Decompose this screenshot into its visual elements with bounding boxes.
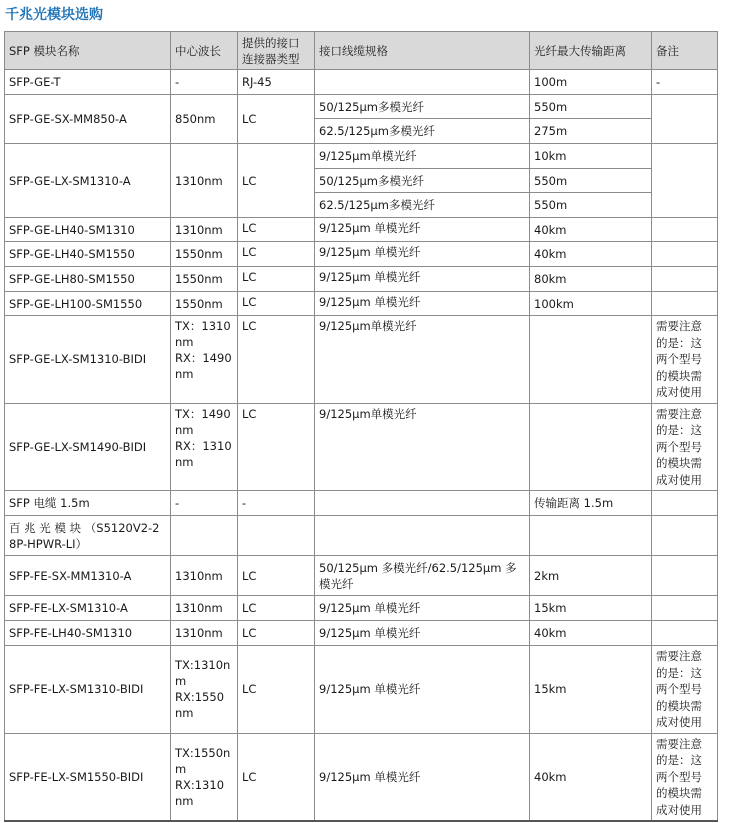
table-row [5,144,718,169]
table-row [5,242,718,267]
cell-name: SFP-FE-LX-SM1550-BIDI [5,733,171,821]
table-header-row [5,32,718,70]
cell-cable: 9/125μm 单模光纤 [315,596,530,621]
cell-note: 需要注意的是：这两个型号的模块需成对使用 [652,403,718,491]
cell-cable: 9/125μm 单模光纤 [315,218,530,242]
cell-conn: LC [238,733,315,821]
cell-dist: 2km [530,556,652,596]
cell-cable: 62.5/125μm多模光纤 [315,193,530,218]
wave-tx: TX：1490 nm [175,406,231,437]
wave-rx: RX:1550 nm [175,690,225,721]
wave-rx: RX：1490 nm [175,351,232,381]
cell-note: 需要注意的是：这两个型号的模块需成对使用 [652,733,718,821]
cell-name: SFP 电缆 1.5m [5,491,171,516]
cell-cable: 9/125μm 单模光纤 [315,733,530,821]
cell-conn: LC [238,95,315,144]
cell-cable: 50/125μm多模光纤 [315,95,530,119]
cell-cable: 50/125μm 多模光纤/62.5/125μm 多模光纤 [315,556,530,596]
cell-wave: 1550nm [171,292,238,316]
cell-cable [315,491,530,516]
cell-note [652,491,718,516]
cell-wave [171,516,238,556]
cell-dist: 40km [530,218,652,242]
cell-cable: 9/125μm单模光纤 [315,403,530,491]
cell-note [652,292,718,316]
cell-dist: 15km [530,596,652,621]
table-row [5,516,718,556]
cell-conn [238,516,315,556]
table-row [5,218,718,242]
table-row [5,403,718,491]
cell-cable: 50/125μm多模光纤 [315,169,530,193]
cell-name: SFP-FE-LX-SM1310-A [5,596,171,621]
header-note: 备注 [652,32,718,70]
cell-conn: RJ-45 [238,70,315,95]
cell-wave: 1550nm [171,242,238,267]
cell-dist: 10km [530,144,652,169]
cell-cable [315,70,530,95]
table-row [5,267,718,292]
cell-note [652,218,718,242]
cell-dist [530,403,652,491]
header-name: SFP 模块名称 [5,32,171,70]
cell-conn: LC [238,144,315,218]
cell-dist: 40km [530,733,652,821]
wave-tx: TX:1310nm [175,658,231,689]
cell-note [652,596,718,621]
cell-name: SFP-GE-SX-MM850-A [5,95,171,144]
table-row [5,596,718,621]
cell-name: SFP-FE-SX-MM1310-A [5,556,171,596]
cell-note [652,242,718,267]
wave-tx: TX：1310 nm [175,319,231,349]
cell-conn: LC [238,596,315,621]
cell-name: SFP-GE-LX-SM1490-BIDI [5,403,171,491]
cell-note [652,267,718,292]
cell-cable: 9/125μm 单模光纤 [315,621,530,646]
table-row [5,491,718,516]
cell-wave: 1310nm [171,621,238,646]
cell-note [652,95,718,144]
cell-wave [171,403,238,491]
cell-dist: 275m [530,119,652,144]
cell-name: SFP-GE-LH40-SM1550 [5,242,171,267]
cell-wave: - [171,491,238,516]
cell-cable [315,516,530,556]
section-title-fe: 百 兆 光 模 块 （S5120V2-28P-HPWR-LI） [5,516,171,556]
wave-tx: TX:1550nm [175,745,231,776]
cell-wave: - [171,70,238,95]
cell-cable: 9/125μm单模光纤 [315,316,530,404]
table-row [5,621,718,646]
cell-wave: 1310nm [171,144,238,218]
cell-conn: LC [238,267,315,292]
header-wavelength: 中心波长 [171,32,238,70]
cell-name: SFP-FE-LH40-SM1310 [5,621,171,646]
page-title: 千兆光模块选购 [5,7,103,23]
cell-note: 需要注意的是：这两个型号的模块需成对使用 [652,316,718,404]
sfp-module-table [4,31,718,822]
cell-name: SFP-GE-LH40-SM1310 [5,218,171,242]
cell-note: - [652,70,718,95]
cell-cable: 62.5/125μm多模光纤 [315,119,530,144]
cell-dist: 550m [530,193,652,218]
cell-cable: 9/125μm 单模光纤 [315,242,530,267]
cell-dist: 550m [530,169,652,193]
cell-conn: LC [238,646,315,734]
cell-dist: 100m [530,70,652,95]
cell-note [652,556,718,596]
table-row [5,95,718,119]
table-row [5,70,718,95]
cell-name: SFP-GE-LH100-SM1550 [5,292,171,316]
cell-dist [530,316,652,404]
cell-name: SFP-GE-LX-SM1310-BIDI [5,316,171,404]
cell-conn: LC [238,621,315,646]
cell-dist: 40km [530,621,652,646]
cell-name: SFP-GE-LH80-SM1550 [5,267,171,292]
cell-dist: 80km [530,267,652,292]
cell-wave: 1310nm [171,556,238,596]
cell-wave: 850nm [171,95,238,144]
cell-name: SFP-GE-LX-SM1310-A [5,144,171,218]
table-row [5,646,718,734]
cell-conn: LC [238,218,315,242]
cell-conn: LC [238,316,315,404]
wave-rx: RX:1310 nm [175,777,225,808]
header-distance: 光纤最大传输距离 [530,32,652,70]
cell-note [652,144,718,218]
cell-conn: LC [238,242,315,267]
header-cable: 接口线缆规格 [315,32,530,70]
table-row [5,316,718,404]
cell-wave: 1550nm [171,267,238,292]
cell-conn: LC [238,292,315,316]
cell-wave: 1310nm [171,596,238,621]
cell-dist [530,516,652,556]
table-row [5,556,718,596]
cell-wave [171,316,238,404]
cell-cable: 9/125μm单模光纤 [315,144,530,169]
cell-name: SFP-FE-LX-SM1310-BIDI [5,646,171,734]
cell-dist: 15km [530,646,652,734]
table-row [5,292,718,316]
cell-conn: - [238,491,315,516]
table-row [5,733,718,821]
header-connector: 提供的接口连接器类型 [238,32,315,70]
cell-cable: 9/125μm 单模光纤 [315,292,530,316]
cell-dist: 550m [530,95,652,119]
cell-wave: 1310nm [171,218,238,242]
cell-cable: 9/125μm 单模光纤 [315,267,530,292]
cell-note [652,621,718,646]
cell-wave [171,733,238,821]
cell-dist: 传输距离 1.5m [530,491,652,516]
cell-name: SFP-GE-T [5,70,171,95]
wave-rx: RX：1310 nm [175,438,232,469]
cell-note [652,516,718,556]
cell-note: 需要注意的是：这两个型号的模块需成对使用 [652,646,718,734]
cell-conn: LC [238,556,315,596]
cell-dist: 100km [530,292,652,316]
cell-conn: LC [238,403,315,491]
cell-cable: 9/125μm 单模光纤 [315,646,530,734]
cell-wave [171,646,238,734]
cell-dist: 40km [530,242,652,267]
